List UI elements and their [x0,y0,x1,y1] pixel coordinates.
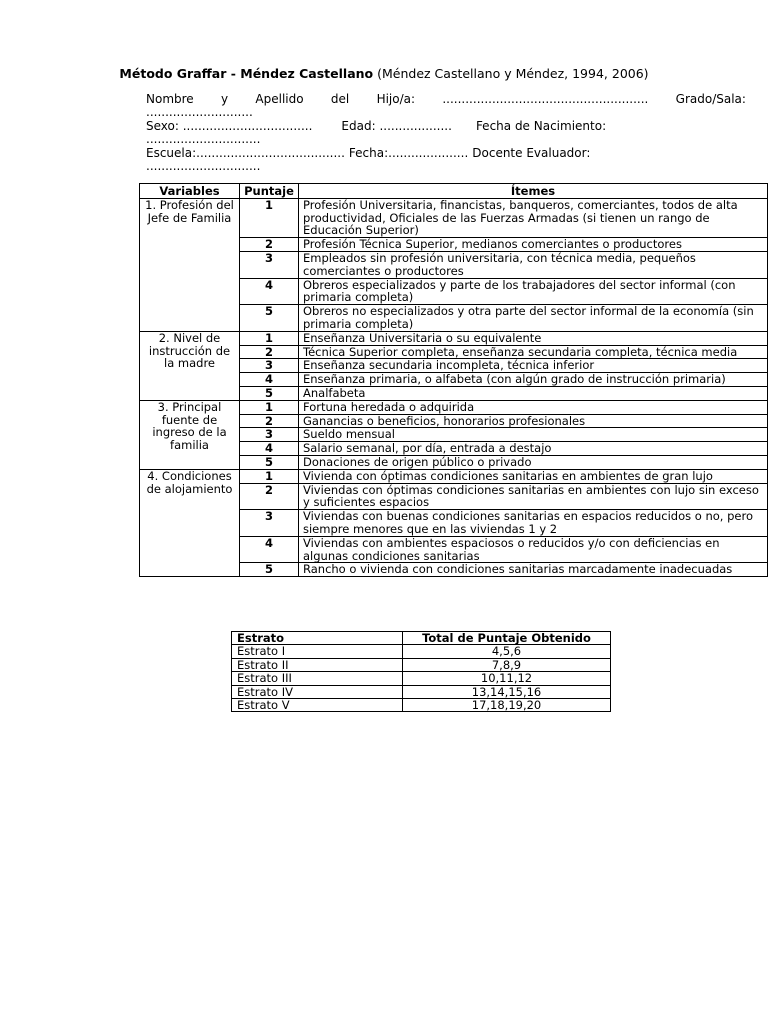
variable-cell: 2. Nivel de instrucción de la madre [140,331,240,400]
estrato-value: 17,18,19,20 [403,699,611,712]
estrato-name: Estrato I [232,645,403,658]
graffar-table [139,183,768,577]
puntaje-cell: 5 [240,563,299,577]
estrato-value: 4,5,6 [403,645,611,658]
item-cell: Sueldo mensual [299,428,768,442]
estrato-name: Estrato II [232,658,403,671]
title-main: Método Graffar - Méndez Castellano [119,66,374,81]
puntaje-cell: 5 [240,305,299,332]
estrato-name: Estrato III [232,672,403,685]
item-cell: Analfabeta [299,386,768,400]
nacimiento-blank-line [146,133,746,146]
variable-cell: 4. Condiciones de alojamiento [140,469,240,576]
graffar-body [140,198,768,576]
puntaje-cell: 3 [240,251,299,278]
puntaje-cell: 5 [240,455,299,469]
table-row [140,198,768,237]
title-citation: (Méndez Castellano y Méndez, 1994, 2006) [377,66,649,81]
label-del: del [330,92,350,106]
puntaje-cell: 4 [240,278,299,305]
item-cell: Vivienda con óptimas condiciones sanitarias en ambientes de gran lujo [299,469,768,483]
label-y: y [221,92,229,106]
variable-cell: 3. Principal fuente de ingreso de la familia [140,400,240,469]
student-info-fields [146,93,746,173]
estrato-value: 10,11,12 [403,672,611,685]
label-sexo: Sexo: .................................. [146,118,313,133]
label-hijo: Hijo/a: [376,92,416,106]
item-cell: Enseñanza secundaria incompleta, técnica inferior [299,359,768,373]
escuela-line [146,147,746,160]
name-blank: ...................................................... [442,92,649,106]
puntaje-cell: 3 [240,428,299,442]
puntaje-cell: 3 [240,510,299,537]
header-puntaje: Puntaje [240,184,299,199]
table-row [140,469,768,483]
item-cell: Viviendas con óptimas condiciones sanitarias en ambientes con lujo sin exceso y suficientes espacios [299,483,768,510]
estrato-name: Estrato IV [232,685,403,698]
label-grado: Grado/Sala: [675,92,746,106]
label-edad: Edad: ................... [341,118,452,133]
name-line [146,93,746,106]
estrato-row [232,685,611,698]
puntaje-cell: 1 [240,331,299,345]
label-docente: Docente Evaluador: [472,145,591,160]
docente-blank: .............................. [146,159,261,174]
item-cell: Viviendas con ambientes espaciosos o reducidos y/o con deficiencias en algunas condiciones sanitarias [299,536,768,563]
estrato-row [232,672,611,685]
item-cell: Profesión Técnica Superior, medianos comerciantes o productores [299,238,768,252]
docente-blank-line [146,160,746,173]
estrato-header-row [232,632,611,645]
grado-blank: ............................ [146,105,253,120]
estrato-value: 13,14,15,16 [403,685,611,698]
item-cell: Profesión Universitaria, financistas, banqueros, comerciantes, todos de alta productividad, Oficiales de las Fuerzas Armadas (si tienen un rango de Educación Superior) [299,198,768,237]
label-escuela: Escuela:....................................... [146,145,345,160]
item-cell: Obreros especializados y parte de los trabajadores del sector informal (con primaria completa) [299,278,768,305]
label-fecha-nacimiento: Fecha de Nacimiento: [475,118,607,133]
label-fecha: Fecha:..................... [348,145,469,160]
estrato-name: Estrato V [232,699,403,712]
puntaje-cell: 2 [240,238,299,252]
item-cell: Empleados sin profesión universitaria, con técnica media, pequeños comerciantes o productores [299,251,768,278]
item-cell: Ganancias o beneficios, honorarios profesionales [299,414,768,428]
item-cell: Obreros no especializados y otra parte del sector informal de la economía (sin primaria completa) [299,305,768,332]
item-cell: Fortuna heredada o adquirida [299,400,768,414]
header-estrato: Estrato [232,632,403,645]
puntaje-cell: 1 [240,198,299,237]
puntaje-cell: 5 [240,386,299,400]
grado-blank-line [146,106,746,119]
estrato-row [232,658,611,671]
puntaje-cell: 4 [240,373,299,387]
puntaje-cell: 3 [240,359,299,373]
puntaje-cell: 2 [240,483,299,510]
header-items: Ítemes [299,184,768,199]
puntaje-cell: 1 [240,400,299,414]
puntaje-cell: 4 [240,536,299,563]
estrato-value: 7,8,9 [403,658,611,671]
item-cell: Salario semanal, por día, entrada a destajo [299,442,768,456]
sexo-line [146,120,746,133]
puntaje-cell: 2 [240,414,299,428]
header-total-puntaje: Total de Puntaje Obtenido [403,632,611,645]
document-title [0,66,768,81]
estrato-row [232,699,611,712]
item-cell: Enseñanza primaria, o alfabeta (con algún grado de instrucción primaria) [299,373,768,387]
table-row [140,400,768,414]
estrato-table [231,631,611,712]
puntaje-cell: 2 [240,345,299,359]
header-variables: Variables [140,184,240,199]
variable-cell: 1. Profesión del Jefe de Familia [140,198,240,331]
item-cell: Viviendas con buenas condiciones sanitarias en espacios reducidos o no, pero siempre menores que en las viviendas 1 y 2 [299,510,768,537]
item-cell: Enseñanza Universitaria o su equivalente [299,331,768,345]
puntaje-cell: 1 [240,469,299,483]
estrato-row [232,645,611,658]
item-cell: Donaciones de origen público o privado [299,455,768,469]
puntaje-cell: 4 [240,442,299,456]
label-apellido: Apellido [255,92,304,106]
estrato-body [232,645,611,712]
label-nombre: Nombre [146,92,194,106]
graffar-header-row [140,184,768,199]
table-row [140,331,768,345]
item-cell: Técnica Superior completa, enseñanza secundaria completa, técnica media [299,345,768,359]
nacimiento-blank: .............................. [146,132,261,147]
item-cell: Rancho o vivienda con condiciones sanitarias marcadamente inadecuadas [299,563,768,577]
